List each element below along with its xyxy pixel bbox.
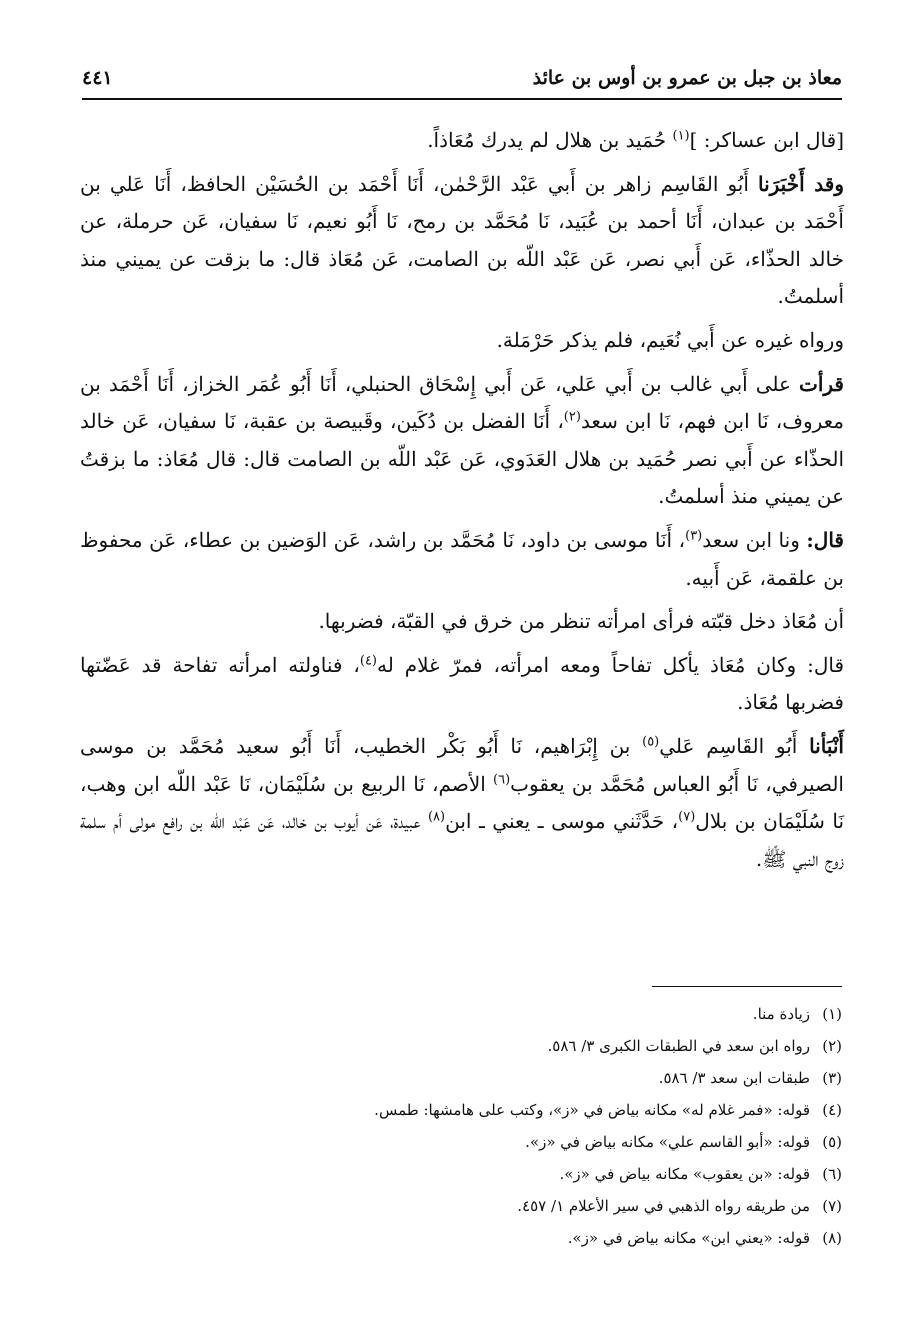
footnote-number: (٢) [822,1037,842,1055]
paragraph-3: ورواه غيره عن أَبي نُعَيم، فلم يذكر حَرْمَلة. [496,327,844,352]
footnote-8 [300,1222,842,1254]
footnote-3 [300,1062,842,1094]
footnote-number: (٦) [822,1165,842,1183]
footnote-number: (١) [822,1005,842,1023]
paragraph-8: أَنْبَأنا أَبُو القَاسِم عَلي$^{(٥)}$ بن إِبْرَاهيم، نَا أَبُو بَكْر الخطيب، أَنَا أَبُو سعيد مُحَمَّد بن موسى الصيرفي، نَا أَبُو العباس مُحَمَّد بن يعقوب$^{(٦)}$ الأصم، نَا الربيع بن سُلَيْمَان، نَا عَبْد اللّه ابن وهب، نَا سُلَيْمَان بن بلال$^{(٧)}$، حَدَّثَني موسى ـ يعني ـ ابن$^{(٨)}$ عبيدة، عَن أيوب بن خالد، عَن عَبْد اللّه بن رافع مولى أم سلمة زوج النبي ﷺ. [80,733,845,871]
footnote-text: قوله: «فمر غلام له» مكانه بياض في «ز»، وكتب على هامشها: طمس. [374,1101,810,1119]
footnote-1 [300,998,842,1030]
footnote-ref-4: (٤) [359,653,377,669]
footnote-5 [300,1126,842,1158]
footnote-number: (٣) [822,1069,842,1087]
footnote-ref-2: (٢) [563,409,581,425]
footnote-2 [300,1030,842,1062]
footnote-text: طبقات ابن سعد ٣/ ٥٨٦. [658,1069,810,1087]
footnote-number: (٨) [822,1229,842,1247]
lead-word: أَنْبَأنا [809,733,844,758]
lead-word: قال: [806,527,844,552]
header-title: معاذ بن جبل بن عمرو بن أوس بن عائذ [532,67,842,89]
footnote-ref-8: (٨) [427,809,446,825]
paragraph-7: قال: وكان مُعَاذ يأكل تفاحاً ومعه امرأته، فمرّ غلام له$^{(٤)}$، فناولته امرأته تفاحة قد عَضّتها فضربها مُعَاذ. [80,652,845,715]
paragraph-2: وقد أَخْبَرَنا أَبُو القَاسِم زاهر بن أَبي عَبْد الرَّحْمٰن، أَنَا أَحْمَد بن الحُسَيْن الحافظ، أَنَا عَلي بن أَحْمَد بن عبدان، أَنَا أحمد بن عُبَيد، نَا مُحَمَّد بن رمح، نَا أَبُو نعيم، نَا سفيان، عَن حرملة، عن خالد الحذّاء، عَن أَبي نصر، عَن عَبْد اللّه بن الصامت، عَن مُعَاذ قال: ما بزقت عن يميني منذ أسلمتُ. [80,171,845,309]
paragraph-1: [قال ابن عساكر: ]$^{(١)}$ حُمَيد بن هلال لم يدرك مُعَاذاً. [427,128,844,152]
footnote-divider [652,986,842,987]
footnote-text: قوله: «بن يعقوب» مكانه بياض في «ز». [559,1165,810,1183]
footnotes [300,998,842,1254]
footnote-4 [300,1094,842,1126]
footnote-7 [300,1190,842,1222]
footnote-ref-6: (٦) [493,771,511,787]
footnote-ref-7: (٧) [678,809,696,825]
footnote-number: (٥) [822,1133,842,1151]
paragraph-5: قال: ونا ابن سعد$^{(٣)}$، أَنَا موسى بن داود، نَا مُحَمَّد بن راشد، عَن الوَضين بن عطاء، عَن محفوظ بن علقمة، عَن أَبيه. [80,527,844,590]
footnote-text: زيادة منا. [752,1005,810,1023]
main-text [80,122,844,884]
running-header [82,58,842,100]
paragraph-4: قرأت على أَبي غالب بن أَبي عَلي، عَن أَبي إِسْحَاق الحنبلي، أَنَا أَبُو عُمَر الخزاز، أَنَا أَحْمَد بن معروف، نَا ابن فهم، نَا ابن سعد$^{(٢)}$، أَنَا الفضل بن دُكَين، وقَبيصة بن عقبة، نَا سفيان، عَن خالد الحذّاء عن أَبي نصر حُمَيد بن هلال العَدَوي، عَن عَبْد اللّه بن الصامت قال: قال مُعَاذ: ما بزقتُ عن يميني منذ أسلمتُ. [80,371,845,509]
lead-word: وقد أَخْبَرَنا [757,171,845,196]
page-number: ٤٤١ [82,67,113,89]
footnote-ref-3: (٣) [685,528,703,544]
lead-word: قرأت [799,371,844,396]
paragraph-6: أن مُعَاذ دخل قبّته فرأى امرأته تنظر من خرق في القبّة، فضربها. [318,609,844,634]
footnote-text: قوله: «أبو القاسم علي» مكانه بياض في «ز». [525,1133,810,1151]
footnote-ref-1: (١) [672,128,690,144]
footnote-text: من طريقه رواه الذهبي في سير الأعلام ١/ ٤٥٧. [517,1197,810,1215]
footnote-text: رواه ابن سعد في الطبقات الكبرى ٣/ ٥٨٦. [547,1037,810,1055]
footnote-number: (٤) [822,1101,842,1119]
footnote-6 [300,1158,842,1190]
footnote-text: قوله: «يعني ابن» مكانه بياض في «ز». [567,1229,810,1247]
footnote-ref-5: (٥) [642,734,660,750]
footnote-number: (٧) [822,1197,842,1215]
